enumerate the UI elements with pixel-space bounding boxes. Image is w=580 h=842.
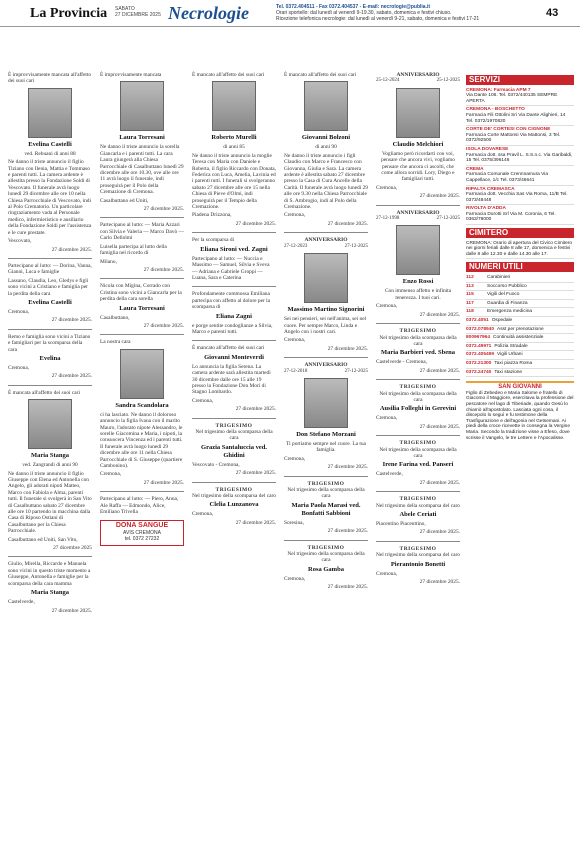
anniversary-notice bbox=[284, 237, 368, 352]
deceased-photo bbox=[396, 225, 440, 275]
notice-body: Nel trigesimo della scomparsa del caro bbox=[376, 502, 460, 509]
deceased-name: Abele Ceriati bbox=[399, 511, 437, 518]
notice-place: Cremona, bbox=[376, 303, 398, 310]
divider bbox=[376, 205, 460, 206]
notice-place: Cremona, bbox=[192, 397, 214, 404]
notice-place: Casalbuttano ed Uniti, bbox=[100, 197, 149, 204]
anniversary-notice bbox=[376, 72, 460, 200]
notice-type: TRIGESIMO bbox=[399, 496, 437, 503]
deceased-photo bbox=[212, 81, 256, 131]
notice-date: 27 dicembre 2025. bbox=[419, 579, 460, 586]
saint-of-day bbox=[466, 381, 574, 441]
obituary-notice bbox=[100, 72, 184, 212]
divider bbox=[100, 278, 184, 279]
divider bbox=[100, 491, 184, 492]
notice-body: Nel trigesimo della scomparsa del caro bbox=[376, 552, 460, 559]
pharmacy-details: Farmacia dott. Vecchia Sas Via Roma, 11/B Tel. 0373/48448 bbox=[466, 192, 568, 203]
phone-label: Vigili del Fuoco bbox=[487, 292, 520, 298]
divider bbox=[284, 540, 368, 541]
notice-intro: È improvvisamente mancata bbox=[100, 72, 162, 78]
anniversary-date-from: 27-12-2018 bbox=[284, 368, 308, 374]
notice-type: TRIGESIMO bbox=[399, 545, 437, 552]
trigesimo-notice bbox=[376, 546, 460, 586]
notice-intro: La nostra cara bbox=[100, 339, 131, 346]
avis-ad[interactable] bbox=[100, 520, 184, 545]
pharmacy-location: CORTE DE' CORTESI CON CIGNONE bbox=[466, 127, 551, 133]
phone-label: Asst per prenotazione bbox=[497, 326, 544, 332]
deceased-name: Enzo Rossi bbox=[402, 278, 434, 286]
notice-place: Cremona, bbox=[284, 455, 306, 462]
useful-number-row bbox=[466, 291, 574, 300]
cemetery-hours: CREMONA: Orario di apertura del Civico Cimitero nei giorni feriali dalle 8 alle 17, domenica e festivi dalle 8 alle 12.30 e dalle 14.30 alle 17. bbox=[466, 240, 574, 260]
divider bbox=[284, 357, 368, 358]
deceased-subtitle: ved. Rebuani di anni 88 bbox=[24, 150, 76, 157]
notice-body: Nel trigesimo della scomparsa della cara bbox=[379, 446, 457, 459]
deceased-name: Irene Farina ved. Panseri bbox=[382, 461, 454, 469]
obituary-column-4 bbox=[284, 72, 368, 596]
page-header bbox=[0, 0, 580, 27]
notice-place: Piadena Drizzona, bbox=[192, 212, 232, 219]
notice-body: Nel trigesimo della scomparsa della cara bbox=[379, 334, 457, 347]
notice-place: Cremona, bbox=[192, 511, 214, 518]
newspaper-logo[interactable]: La Provincia bbox=[30, 6, 108, 21]
notice-place: Cremona, bbox=[284, 212, 306, 219]
deceased-photo bbox=[304, 81, 348, 131]
deceased-name: Giovanni Monteverdi bbox=[204, 353, 264, 361]
notice-place: Casalbuttano ed Uniti, San Vito, bbox=[8, 536, 78, 543]
notice-place: Castelverde, bbox=[376, 471, 403, 478]
section-title: Necrologie bbox=[168, 3, 249, 23]
phone-number[interactable]: 800967964 bbox=[466, 335, 491, 341]
useful-number-row bbox=[466, 351, 574, 360]
notice-place: Casalbuttano, bbox=[100, 314, 130, 321]
useful-numbers-title: NUMERI UTILI bbox=[466, 262, 574, 272]
notice-body: Sei nei pensieri, sei nell'anima, sei nel cuore. Per sempre Marco, Linda e Angelo con i nostri cari. bbox=[284, 316, 367, 335]
useful-number-row bbox=[466, 369, 574, 378]
phone-label: Soccorso Pubblico bbox=[487, 283, 527, 289]
anniversary-date-from: 27-12-1998 bbox=[376, 216, 400, 222]
deceased-photo bbox=[120, 81, 164, 131]
deceased-subtitle: ved. Zangrandi di anni 90 bbox=[22, 462, 78, 469]
deceased-photo bbox=[396, 88, 440, 138]
deceased-name: Evelina bbox=[39, 354, 61, 362]
notice-date: 27 dicembre 2025. bbox=[51, 317, 92, 324]
deceased-name: Eliana Sironi ved. Zagni bbox=[200, 245, 268, 253]
notice-body: Con immenso affetto e infinita tenerezza. I tuoi cari. bbox=[384, 288, 452, 301]
divider bbox=[284, 476, 368, 477]
phone-number[interactable]: 113 bbox=[466, 283, 474, 289]
trigesimo-notice bbox=[192, 423, 276, 477]
notice-body: Lassano, Claudia, Leo, Gledys e figli sono vicini a Cristiano e famiglia per la perdita della cara bbox=[8, 277, 89, 297]
notice-date: 27 dicembre 2025. bbox=[235, 470, 276, 477]
pharmacy-details: Farmacia Dorotti Srl Via M. Coronia, 6 Tel. 0363/78000 bbox=[466, 211, 556, 223]
issue-day: SABATO bbox=[115, 6, 135, 12]
notice-body: e porge sentite condoglianze a Silvia, Marco e parenti tutti. bbox=[192, 322, 273, 335]
phone-number[interactable]: 112 bbox=[466, 275, 474, 281]
useful-number-row bbox=[466, 343, 574, 352]
notice-body: Nel trigesimo della scomparsa della cara bbox=[287, 486, 365, 500]
deceased-name: Maria Barbieri ved. Sbena bbox=[380, 349, 456, 357]
trigesimo-notice bbox=[284, 481, 368, 535]
divider bbox=[376, 323, 460, 324]
condolence-notice bbox=[100, 222, 184, 273]
divider bbox=[8, 385, 92, 386]
pharmacy-item bbox=[466, 186, 574, 206]
divider bbox=[376, 491, 460, 492]
divider bbox=[100, 217, 184, 218]
divider bbox=[192, 340, 276, 341]
condolence-notice bbox=[100, 283, 184, 329]
divider bbox=[284, 232, 368, 233]
trigesimo-notice bbox=[376, 440, 460, 486]
notice-type: ANNIVERSARIO bbox=[304, 362, 348, 369]
notice-type: ANNIVERSARIO bbox=[396, 72, 440, 78]
pharmacy-details: Farmacia Fili Ottolini Sri Via Dante Alighieri, 14 Tel. 0372/1970820 bbox=[466, 112, 566, 124]
notice-date: 27 dicembre 2025. bbox=[419, 529, 460, 536]
deceased-name: Evelina Castelli bbox=[28, 298, 72, 306]
pharmacy-location: CREMONA - BOSCHETTO bbox=[466, 107, 525, 113]
obituary-column-2 bbox=[100, 72, 184, 550]
notice-body: Ne danno il triste annuncio la moglie Teresa con Maria con Daniele e Roberta, il figlio Riccardo con Donata, Federica con Luca, Amelia, Lavinia ed i parenti tutti. I funerali si svolgeranno sabato 27 dicembre alle ore 15 nella Chiesa di Pieve d'Olmi, indi proseguirà per il Tempio della Cremazione. bbox=[192, 152, 276, 211]
phone-label: Carabinieri bbox=[487, 275, 511, 281]
contact-line-3: Ricezione telefonica necrologie: dal lunedì al venerdì 9-21, sabato, domenica e festivi 17-21 bbox=[276, 16, 480, 22]
notice-place: Castelverde - Cremona, bbox=[376, 359, 428, 366]
anniversary-notice bbox=[284, 362, 368, 470]
pharmacy-details: Farmacia Corte Mattonsi Via Mattonsi, 3 Tel. 0372/92500 bbox=[466, 132, 561, 144]
notice-body: Vogliamo però ricordarti con voi, pensare che ancora vivi, vogliamo pensare che ancora ci ascolti, che come allora sorridi. Lory, Diego e famigliari tutti. bbox=[381, 150, 455, 183]
phone-number[interactable]: 0372.078940 bbox=[466, 326, 495, 332]
deceased-name: Maria Paola Marasi ved. Bonfatti Sabbioni bbox=[291, 501, 361, 517]
trigesimo-notice bbox=[376, 328, 460, 374]
cemetery-title: CIMITERO bbox=[466, 228, 574, 238]
notice-body: Nel trigesimo della scomparsa del caro bbox=[192, 493, 276, 500]
notice-intro: Remo e famiglia sono vicini a Tiziano e famigliari per la scomparsa della cara bbox=[8, 333, 91, 353]
useful-numbers-list bbox=[466, 274, 574, 377]
anniversary-dates bbox=[284, 369, 368, 375]
pharmacy-list bbox=[466, 87, 574, 225]
useful-number-row bbox=[466, 334, 574, 343]
notice-type: TRIGESIMO bbox=[399, 328, 437, 335]
pharmacy-details: Farmacia dott. ssa Pravil L. S.S.n.c. Via Garibaldi, 15 Tel. 0375/396146 bbox=[466, 152, 573, 164]
notice-body: Nel trigesimo della scomparsa della cara bbox=[379, 390, 457, 403]
ad-title: DONA SANGUE bbox=[115, 522, 169, 530]
pharmacy-location: RIVOLTA D'ADDA bbox=[466, 206, 506, 212]
pharmacy-details: Via Dante 106. Tel. 0372/440135 SEMPRE APERTA bbox=[466, 93, 558, 104]
divider bbox=[192, 418, 276, 419]
notice-date: 27 dicembre 2025 bbox=[53, 545, 92, 552]
notice-date: 27 dicembre 2025. bbox=[419, 367, 460, 374]
notice-date: 27 dicembre 2025. bbox=[51, 607, 92, 614]
notice-intro: Giulio, Mirella, Riccardo e Manuela sono vicini in questo triste momento a Giuseppe, Antonella e famiglie per la scomparsa della cara mamma bbox=[8, 561, 91, 587]
pharmacy-item bbox=[466, 166, 574, 186]
notice-type: TRIGESIMO bbox=[307, 480, 345, 487]
deceased-photo bbox=[120, 349, 164, 399]
obituary-notice bbox=[100, 339, 184, 486]
notice-intro: È mancato all'affetto dei suoi cari bbox=[192, 345, 265, 352]
obituary-notice bbox=[8, 390, 92, 552]
condolence-notice bbox=[8, 334, 92, 380]
phone-label: Polizia Stradale bbox=[494, 343, 528, 349]
deceased-name: Claudio Melchiori bbox=[392, 140, 444, 148]
trigesimo-notice bbox=[376, 384, 460, 430]
deceased-name: Ausilia Folleghi in Gerevini bbox=[379, 405, 457, 413]
anniversary-dates bbox=[284, 244, 368, 250]
deceased-name: Laura Torresani bbox=[119, 134, 165, 142]
useful-number-row bbox=[466, 326, 574, 335]
condolence-notice bbox=[192, 237, 276, 281]
pharmacy-item bbox=[466, 106, 574, 126]
notice-intro: Partecipano al lutto: — Dorina, Vanna, Gianni, Luca e famiglie bbox=[8, 262, 92, 276]
notice-place: Cremona, bbox=[376, 184, 398, 191]
notice-type: ANNIVERSARIO bbox=[396, 209, 440, 216]
phone-number[interactable]: 0372.24740 bbox=[466, 369, 492, 375]
notice-place: Soresina, bbox=[284, 519, 304, 526]
notice-date: 27 dicembre 2025. bbox=[235, 406, 276, 413]
anniversary-date-to: 27-12-2025 bbox=[344, 368, 368, 374]
notice-body: Partecipano al lutto: — Nuccia e Massimo — Samuel, Silvia e Sveva — Adriana e Gabriele Groppi — Luana, Sara e Caterina bbox=[192, 255, 270, 281]
notice-body: Ne danno il triste annuncio il figlio Giuseppe con Elena ed Antonella con Angelo, gli adorati nipoti Matteo, Marco con Fabiola e Alma, parenti tutti. Il funerale si svolgerà in San Vito di Casalbuttano sabato 27 dicembre alle ore 10 partendo in macchina dalla Casa di Riposo Ostiani di Casalbuttano per la Chiesa Parrocchiale. bbox=[8, 470, 92, 535]
useful-number-row bbox=[466, 308, 574, 317]
deceased-photo bbox=[304, 253, 348, 303]
anniversary-date-to: 25-12-2025 bbox=[436, 78, 460, 84]
deceased-name: Giovanni Bolzoni bbox=[301, 134, 351, 142]
anniversary-date-to: 27-12-2025 bbox=[436, 216, 460, 222]
notice-body: ci ha lasciato. Ne danno il doloroso annuncio la figlia Ivana con il marito Mauro, l'adorato nipote Alessandro, le sorelle Giacomina e Maria, i nipoti, la consuocera Vincenza ed i parenti tutti. Il funerale avrà luogo lunedì 29 dicembre alle ore 11 nella Chiesa Parrocchiale di S. Giuseppe (quartiere Cambonino). bbox=[100, 411, 183, 469]
contact-line-1: Tel. 0372.404511 - Fax 0372.404537 - E-mail: necrologie@publia.it bbox=[276, 4, 431, 10]
issue-date-text: 27 DICEMBRE 2025 bbox=[115, 12, 161, 18]
trigesimo-notice bbox=[376, 496, 460, 536]
notice-type: TRIGESIMO bbox=[399, 384, 437, 391]
notice-date: 27 dicembre 2025. bbox=[327, 584, 368, 591]
notice-intro: Nicola con Migina, Corrado con Cristina sono vicini a Giancarla per la perdita della cara sorella bbox=[100, 283, 182, 303]
phone-label: Taxi stazione bbox=[494, 369, 523, 375]
anniversary-date-from: 25-12-2024 bbox=[376, 78, 400, 84]
pharmacy-item bbox=[466, 87, 574, 107]
phone-number[interactable]: 0372.49971 bbox=[466, 343, 492, 349]
notice-place: Cremona, bbox=[376, 570, 398, 577]
notice-place: Cremona, bbox=[284, 337, 306, 344]
notice-body: Ne danno il triste annuncio la sorella Giancarla e i parenti tutti. La cara Laura giungerà alla Chiesa Parrocchiale di Casalbuttano lunedì 29 dicembre alle ore 10.30, ove alle ore 11 avrà luogo il funerale, indi proseguirà per il Polo della Cremazione di Cremona. bbox=[100, 144, 184, 196]
notice-body: Luisella partecipa al lutto della famiglia nel ricordo di bbox=[100, 243, 167, 257]
phone-label: Vigili Urbani bbox=[497, 352, 523, 358]
deceased-name: Massimo Martino Signorini bbox=[287, 306, 365, 314]
deceased-name: Grazia Santaluccia ved. Ghidini bbox=[201, 443, 267, 459]
notice-date: 27 dicembre 2025. bbox=[235, 220, 276, 227]
notice-body: Ne danno il triste annuncio i figli Claudio con Marco e Francesco con Giovanna, Giulia e Sara. La camera ardente è allestita sabato 27 dicembre presso la Casa di Cura Ancelle della Carità. Il funerale avrà luogo lunedì 29 alle ore 9.30 nella Chiesa Parrocchiale di S. Ambrogio, indi al Polo della Cremazione. bbox=[284, 152, 368, 211]
divider bbox=[192, 286, 276, 287]
notice-date: 27 dicembre 2025. bbox=[327, 528, 368, 535]
notice-date: 27 dicembre 2025. bbox=[143, 322, 184, 329]
condolence-notice bbox=[192, 291, 276, 335]
notice-place: Cremona, bbox=[100, 471, 122, 478]
contact-info bbox=[276, 4, 532, 22]
notice-place: Cremona, bbox=[284, 575, 306, 582]
pharmacy-location: CREMA bbox=[466, 166, 484, 172]
ad-subtitle: AVIS CREMONA bbox=[123, 529, 161, 536]
deceased-name: Pierantonio Bonetti bbox=[390, 560, 446, 568]
notice-body: Nel trigesimo della scomparsa della cara bbox=[195, 429, 273, 442]
anniversary-dates bbox=[376, 78, 460, 84]
pharmacy-details: Farmacia Comunale Crennnamura Via Cappellace, 1/c Tel. 0373/46641 bbox=[466, 172, 549, 183]
notice-place: Vescovato - Cremona, bbox=[192, 461, 240, 468]
obituary-notice bbox=[284, 72, 368, 227]
deceased-name: Eliana Zagni bbox=[216, 312, 252, 320]
notice-date: 27 dicembre 2025. bbox=[327, 220, 368, 227]
phone-label: Ospedale bbox=[491, 318, 513, 323]
ad-phone: tel. 0372 27232 bbox=[124, 536, 160, 543]
notice-type: TRIGESIMO bbox=[215, 486, 253, 493]
pharmacy-location: RIPALTA CREMASCA bbox=[466, 186, 515, 192]
phone-number[interactable]: 118 bbox=[466, 309, 474, 315]
notice-date: 27 dicembre 2025. bbox=[419, 311, 460, 318]
notice-date: 27 dicembre 2025. bbox=[419, 193, 460, 200]
notice-intro: È mancato all'affetto dei suoi cari bbox=[192, 72, 265, 78]
services-title: SERVIZI bbox=[466, 75, 574, 85]
notice-intro: È improvvisamente mancata all'affetto dei suoi cari bbox=[8, 72, 92, 85]
pharmacy-item bbox=[466, 205, 574, 225]
deceased-name: Laura Torresani bbox=[119, 304, 165, 312]
notice-intro: Partecipano al lutto: — Maria Azzari con Silvia e Valeria — Marco Davò — Carlo Dellolmi bbox=[100, 222, 184, 242]
deceased-photo bbox=[304, 378, 348, 428]
trigesimo-notice bbox=[192, 487, 276, 527]
phone-number[interactable]: 115 bbox=[466, 292, 474, 298]
notice-date: 27 dicembre 2025. bbox=[327, 345, 368, 352]
notice-date: 27 dicembre 2025. bbox=[143, 266, 184, 273]
phone-number[interactable]: 0372.4051 bbox=[466, 318, 489, 323]
pharmacy-location: ISOLA DOVARESE bbox=[466, 146, 509, 152]
page-number: 43 bbox=[546, 7, 559, 19]
phone-number[interactable]: 0372.405499 bbox=[466, 352, 495, 358]
notice-date: 27 dicembre 2025. bbox=[327, 464, 368, 471]
phone-label: Continuità assistenziale bbox=[493, 335, 544, 341]
deceased-name: Don Stefano Morzani bbox=[296, 430, 356, 438]
divider bbox=[192, 482, 276, 483]
notice-intro: È mancato all'affetto dei suoi cari bbox=[284, 72, 357, 78]
notice-place: Cremona, bbox=[376, 415, 398, 422]
obituary-notice bbox=[192, 345, 276, 412]
phone-label: Emergenza medicina bbox=[487, 309, 533, 315]
saint-description: Figlio di Zebedeo e Maria Salome e fratello di Giacomo il Maggiore, esercitava la professione del pescatore nel lago di Tiberiade, quando Gesù lo chiamò all'apostolato. Lasciata ogni cosa, il discepolo lo seguì e fu testimone della Trasfigurazione e dell'agonia nel Getsemani. Ai piedi della croce ricevette in consegna la Vergine Maria. Secondo la tradizione visse a Efeso, dove scrisse il Vangelo, le tre Lettere e l'Apocalisse. bbox=[466, 390, 574, 441]
divider bbox=[376, 435, 460, 436]
obituary-column-3 bbox=[192, 72, 276, 531]
phone-number[interactable]: 117 bbox=[466, 300, 474, 306]
deceased-subtitle: di anni 85 bbox=[223, 144, 245, 151]
condolence-notice bbox=[100, 496, 184, 515]
notice-body: Ne danno il triste annuncio il figlio Tiziano con Ilenia, Mattia e Tommaso e parenti tutti. La camera ardente è allestita presso la Fondazione Soldi di Vescovato. Il funerale avrà luogo lunedì 29 dicembre alle ore 10 nella Chiesa Parrocchiale di Vescovato, indi al Polo Crematorio. Un particolare ringraziamento vada al Personale medico, infermieristico e ausiliario della Fondazione Soldi per l'assistenza e le cure prestate. bbox=[8, 159, 92, 236]
obituary-column-5 bbox=[376, 72, 460, 590]
notice-intro: Per la scomparsa di bbox=[192, 237, 235, 244]
useful-number-row bbox=[466, 317, 574, 326]
notice-type: TRIGESIMO bbox=[399, 440, 437, 447]
notice-place: Piacentino Piacenttino, bbox=[376, 521, 426, 527]
issue-date bbox=[115, 6, 161, 18]
deceased-name: Rosa Gamba bbox=[308, 565, 344, 573]
deceased-name: Evelina Castelli bbox=[28, 140, 72, 148]
notice-body: Ti portiamo sempre nel cuore. La tua famiglia. bbox=[286, 440, 366, 454]
pharmacy-item bbox=[466, 126, 574, 146]
divider bbox=[192, 232, 276, 233]
services-sidebar bbox=[466, 72, 574, 441]
notice-date: 27 dicembre 2025. bbox=[419, 423, 460, 430]
useful-number-row bbox=[466, 360, 574, 369]
obituary-notice bbox=[8, 72, 92, 253]
useful-number-row bbox=[466, 283, 574, 292]
anniversary-notice bbox=[376, 210, 460, 318]
deceased-name: Maria Stanga bbox=[30, 452, 70, 460]
divider bbox=[8, 556, 92, 557]
obituary-notice bbox=[192, 72, 276, 227]
divider bbox=[100, 334, 184, 335]
pharmacy-location: CREMONA: Farmacia APM 7 bbox=[466, 87, 531, 93]
phone-label: Taxi piazza Roma bbox=[494, 360, 533, 366]
notice-body: Lo annuncia la figlia Serena. La camera ardente sarà allestita martedì 30 dicembre dalle ore 15 alle 19 presso la Fondazione Don Mori di Stagno Lombardo. bbox=[192, 363, 271, 396]
notice-intro: Profondamente commossa Emiliana partecipa con affetto al dolore per la scomparsa di bbox=[192, 291, 271, 311]
deceased-photo bbox=[28, 88, 72, 138]
divider bbox=[8, 329, 92, 330]
notice-date: 27 dicembre 2025. bbox=[143, 206, 184, 213]
notice-type: TRIGESIMO bbox=[215, 422, 253, 429]
phone-number[interactable]: 0372.21300 bbox=[466, 360, 492, 366]
deceased-photo bbox=[28, 399, 72, 449]
notice-date: 27 dicembre 2025. bbox=[235, 519, 276, 526]
notice-place: Milano, bbox=[100, 258, 117, 265]
pharmacy-item bbox=[466, 146, 574, 166]
notice-type: TRIGESIMO bbox=[307, 544, 345, 551]
condolence-notice bbox=[8, 263, 92, 324]
deceased-name: Maria Stanga bbox=[30, 589, 70, 597]
anniversary-date-to: 27-12-2025 bbox=[344, 243, 368, 249]
notice-intro: Partecipano al lutto: — Piero, Anna, Ale Raffa — Edmondo, Alice, Emiliano Trivella bbox=[100, 496, 179, 516]
useful-number-row bbox=[466, 300, 574, 309]
useful-number-row bbox=[466, 274, 574, 283]
notice-date: 27 dicembre 2025. bbox=[419, 479, 460, 486]
saint-name: SAN GIOVANNI bbox=[498, 384, 542, 391]
notice-place: Cremona, bbox=[8, 364, 30, 371]
notice-body: Nel trigesimo della scomparsa della cara bbox=[287, 551, 365, 564]
notice-date: 27 dicembre 2025. bbox=[51, 373, 92, 380]
phone-label: Guardia di Finanza bbox=[487, 300, 528, 306]
notice-date: 27 dicembre 2025. bbox=[143, 479, 184, 486]
obituary-column-1 bbox=[8, 72, 92, 619]
contact-line-2: Orari sportello: dal lunedì al venerdì 9-19.30, sabato, domenica e festivi chiuso. bbox=[276, 10, 452, 16]
deceased-name: Roberto Murelli bbox=[211, 134, 257, 142]
divider bbox=[376, 541, 460, 542]
notice-type: ANNIVERSARIO bbox=[304, 237, 348, 244]
trigesimo-notice bbox=[284, 545, 368, 591]
notice-place: Vescovato, bbox=[8, 238, 32, 245]
notice-place: Castelverde, bbox=[8, 599, 35, 606]
notice-intro: È mancata all'affetto dei suoi cari bbox=[8, 389, 80, 396]
divider bbox=[8, 258, 92, 259]
condolence-notice bbox=[8, 561, 92, 613]
anniversary-dates bbox=[376, 216, 460, 222]
deceased-name: Clelia Lunzanova bbox=[209, 501, 259, 509]
divider bbox=[376, 379, 460, 380]
deceased-subtitle: di anni 90 bbox=[315, 144, 337, 151]
deceased-name: Sandra Scandolara bbox=[115, 401, 169, 409]
notice-place: Cremona, bbox=[8, 308, 30, 315]
notice-date: 27 dicembre 2025. bbox=[51, 246, 92, 253]
anniversary-date-from: 27-12-2023 bbox=[284, 243, 308, 249]
